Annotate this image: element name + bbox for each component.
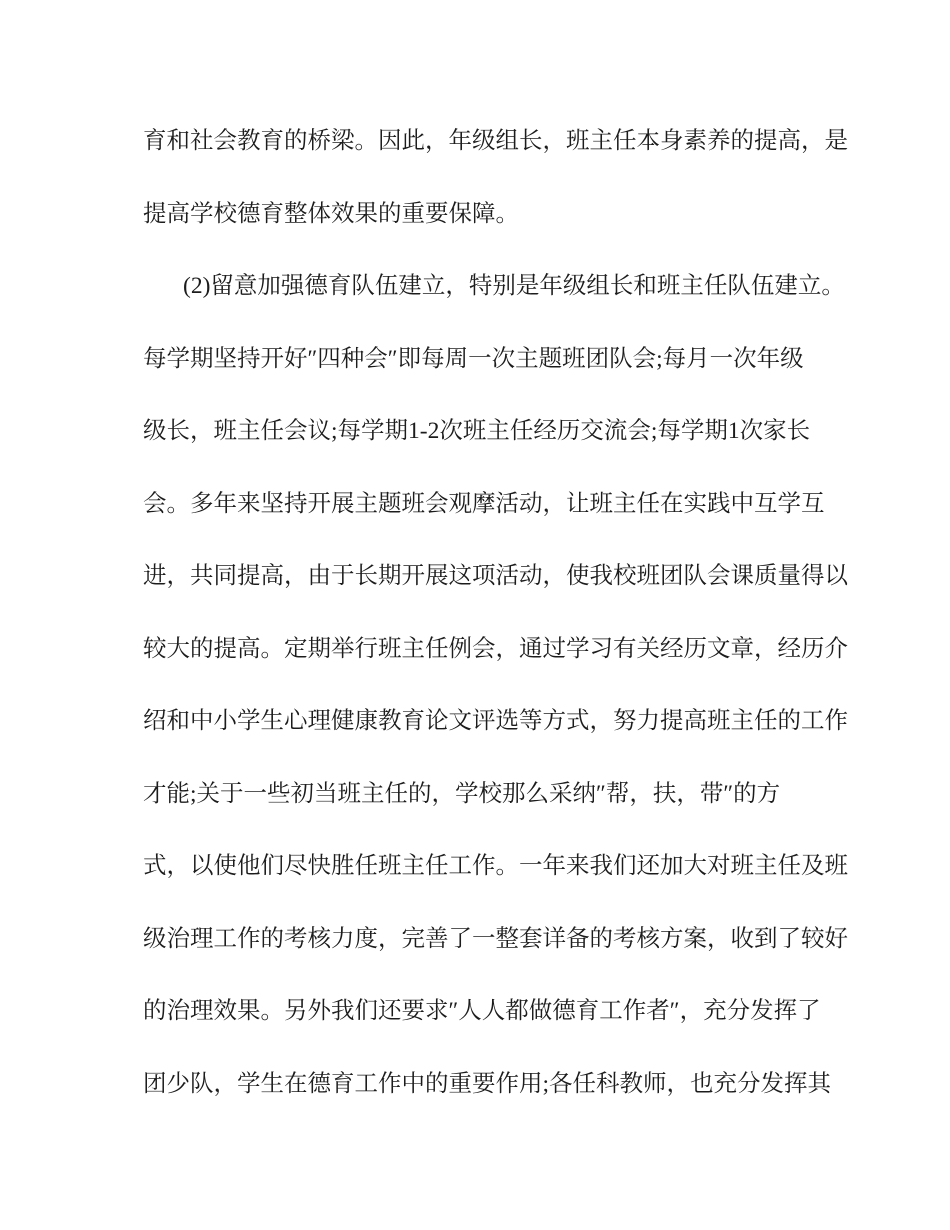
text-line: 较大的提高。定期举行班主任例会，通过学习有关经历文章，经历介 [143,635,848,662]
text-line: 提高学校德育整体效果的重要保障。 [143,200,519,227]
paragraph-start-line: (2)留意加强德育队伍建立，特别是年级组长和班主任队伍建立。 [183,273,845,299]
text-line: 会。多年来坚持开展主题班会观摩活动，让班主任在实践中互学互 [143,490,825,517]
text-line: 的治理效果。另外我们还要求″人人都做德育工作者″，充分发挥了 [143,998,821,1024]
text-line: 绍和中小学生心理健康教育论文评选等方式，努力提高班主任的工作 [143,708,848,734]
text-line: 每学期坚持开好″四种会″即每周一次主题班团队会;每月一次年级 [143,345,804,372]
text-line: 式，以使他们尽快胜任班主任工作。一年来我们还加大对班主任及班 [143,853,848,879]
text-line: 育和社会教育的桥梁。因此，年级组长，班主任本身素养的提高，是 [143,128,848,154]
text-line: 进，共同提高，由于长期开展这项活动，使我校班团队会课质量得以 [143,563,848,589]
text-line: 级长，班主任会议;每学期1-2次班主任经历交流会;每学期1次家长 [143,418,811,444]
text-line: 才能;关于一些初当班主任的，学校那么采纳″帮，扶，带″的方 [143,780,781,807]
text-line: 团少队，学生在德育工作中的重要作用;各任科教师，也充分发挥其 [143,1070,832,1097]
text-line: 级治理工作的考核力度，完善了一整套详备的考核方案，收到了较好 [143,925,848,952]
